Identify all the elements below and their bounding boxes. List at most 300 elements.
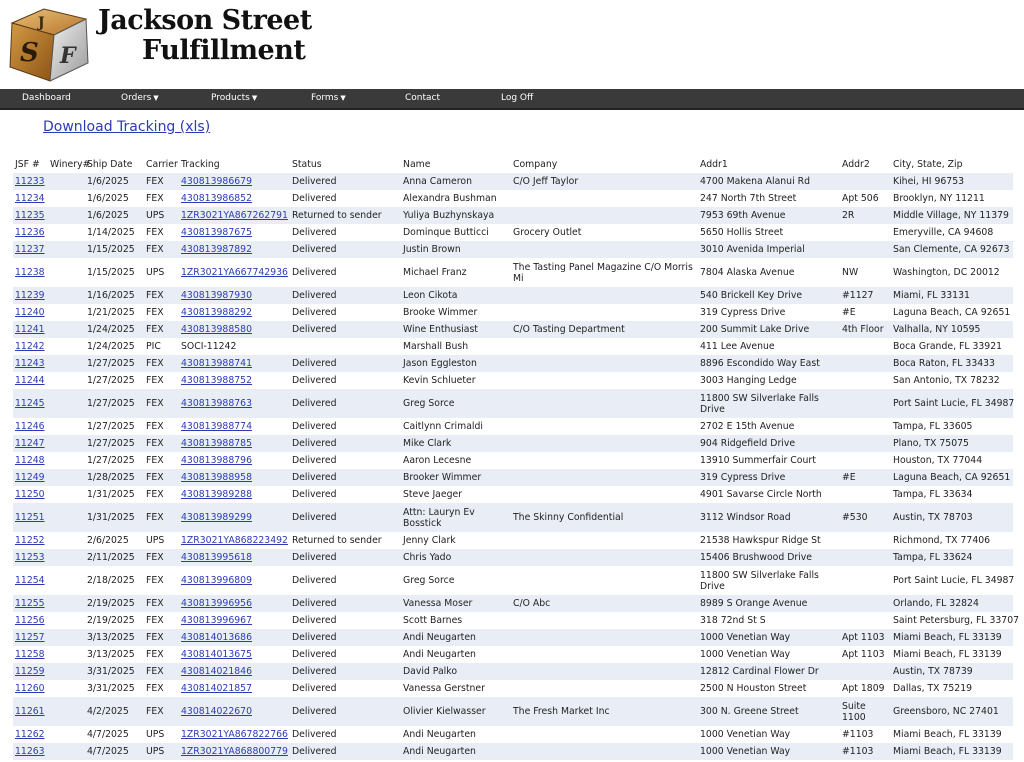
cell-company	[511, 469, 698, 486]
tracking-link[interactable]: 430814021857	[181, 683, 252, 694]
table-row	[13, 646, 1013, 663]
cell-company	[511, 287, 698, 304]
cell-carrier: FEX	[144, 435, 179, 452]
cell-city-state-zip: Boca Raton, FL 33433	[891, 355, 1013, 372]
cell-city-state-zip: Laguna Beach, CA 92651	[891, 304, 1013, 321]
cell-company	[511, 452, 698, 469]
table-row	[13, 173, 1013, 190]
cell-tracking-number	[179, 241, 290, 258]
cell-addr1: 5650 Hollis Street	[698, 224, 840, 241]
cell-company: Grocery Outlet	[511, 224, 698, 241]
order-link[interactable]: 11236	[15, 227, 45, 238]
cell-tracking-number	[179, 389, 290, 418]
cell-jsf-number	[13, 680, 48, 697]
col-company[interactable]: Company	[513, 159, 558, 170]
col-addr2[interactable]: Addr2	[842, 159, 870, 170]
cell-addr1: 11800 SW Silverlake Falls Drive	[698, 566, 840, 595]
cell-jsf-number	[13, 452, 48, 469]
order-link[interactable]: 11247	[15, 438, 45, 449]
cell-carrier: FEX	[144, 287, 179, 304]
order-link[interactable]: 11250	[15, 489, 45, 500]
table-row	[13, 680, 1013, 697]
nav-products[interactable]: Products ▼	[211, 93, 258, 103]
cell-jsf-number	[13, 321, 48, 338]
tracking-link[interactable]: 430814021846	[181, 666, 252, 677]
cell-addr1: 11800 SW Silverlake Falls Drive	[698, 389, 840, 418]
cell-addr2: Apt 506	[840, 190, 891, 207]
cell-status: Delivered	[290, 355, 401, 372]
caret-down-icon: ▼	[251, 94, 258, 102]
cell-tracking-number	[179, 355, 290, 372]
cell-city-state-zip: Tampa, FL 33634	[891, 486, 1013, 503]
tracking-link[interactable]: 430813988763	[181, 398, 252, 409]
tracking-link[interactable]: 430813988741	[181, 358, 252, 369]
cell-carrier: FEX	[144, 241, 179, 258]
cell-city-state-zip: Middle Village, NY 11379	[891, 207, 1013, 224]
cell-addr1: 2702 E 15th Avenue	[698, 418, 840, 435]
cell-jsf-number	[13, 258, 48, 287]
cell-ship-date: 4/7/2025	[85, 743, 144, 760]
cell-recipient-name: Mike Clark	[401, 435, 511, 452]
tracking-link[interactable]: 430813986679	[181, 176, 252, 187]
cell-company	[511, 743, 698, 760]
tracking-link[interactable]: 430813986852	[181, 193, 252, 204]
cell-city-state-zip: Miami Beach, FL 33139	[891, 726, 1013, 743]
cell-status: Delivered	[290, 418, 401, 435]
cell-ship-date: 1/15/2025	[85, 241, 144, 258]
cell-status: Returned to sender	[290, 207, 401, 224]
cell-winery-number	[48, 503, 85, 532]
brand-line-2: Fulfillment	[142, 35, 306, 66]
cell-city-state-zip: Brooklyn, NY 11211	[891, 190, 1013, 207]
order-link[interactable]: 11253	[15, 552, 45, 563]
cell-carrier: FEX	[144, 469, 179, 486]
cell-jsf-number	[13, 549, 48, 566]
tracking-link[interactable]: 430813989299	[181, 512, 252, 523]
cell-recipient-name: Andi Neugarten	[401, 743, 511, 760]
col-tracking[interactable]: Tracking	[181, 159, 220, 170]
table-row	[13, 355, 1013, 372]
cell-addr2: #E	[840, 469, 891, 486]
cell-city-state-zip: Dallas, TX 75219	[891, 680, 1013, 697]
tracking-link[interactable]: 430813988580	[181, 324, 252, 335]
cell-addr1: 8989 S Orange Avenue	[698, 595, 840, 612]
cell-city-state-zip: Miami, FL 33131	[891, 287, 1013, 304]
cell-tracking-number	[179, 743, 290, 760]
cell-winery-number	[48, 372, 85, 389]
table-row	[13, 503, 1013, 532]
cell-recipient-name: Alexandra Bushman	[401, 190, 511, 207]
cell-addr2: Apt 1809	[840, 680, 891, 697]
cell-addr1: 3003 Hanging Ledge	[698, 372, 840, 389]
cell-tracking-number	[179, 663, 290, 680]
cell-winery-number	[48, 566, 85, 595]
cell-winery-number	[48, 173, 85, 190]
cell-company: The Skinny Confidential	[511, 503, 698, 532]
cell-company	[511, 207, 698, 224]
cell-tracking-number	[179, 503, 290, 532]
cell-addr1: 13910 Summerfair Court	[698, 452, 840, 469]
tracking-link[interactable]: 430813988774	[181, 421, 252, 432]
table-row	[13, 287, 1013, 304]
caret-down-icon: ▼	[153, 94, 159, 102]
order-link[interactable]: 11240	[15, 307, 45, 318]
table-row	[13, 207, 1013, 224]
cell-ship-date: 1/31/2025	[85, 486, 144, 503]
cell-jsf-number	[13, 418, 48, 435]
cell-addr2	[840, 435, 891, 452]
cell-winery-number	[48, 207, 85, 224]
order-link[interactable]: 11259	[15, 666, 45, 677]
tracking-link[interactable]: 1ZR3021YA867822766	[181, 729, 288, 740]
cell-company	[511, 549, 698, 566]
cell-status: Delivered	[290, 549, 401, 566]
cell-jsf-number	[13, 532, 48, 549]
order-link[interactable]: 11244	[15, 375, 45, 386]
cell-winery-number	[48, 452, 85, 469]
order-link[interactable]: 11248	[15, 455, 45, 466]
cell-addr1: 1000 Venetian Way	[698, 743, 840, 760]
cell-city-state-zip: Kihei, HI 96753	[891, 173, 1013, 190]
tracking-link[interactable]: 430813996956	[181, 598, 252, 609]
tracking-link[interactable]: 430813995618	[181, 552, 252, 563]
tracking-link[interactable]: 430814022670	[181, 706, 252, 717]
cell-tracking-number	[179, 372, 290, 389]
table-row	[13, 258, 1013, 287]
tracking-link[interactable]: 430813988752	[181, 375, 252, 386]
cell-ship-date: 3/31/2025	[85, 663, 144, 680]
cell-city-state-zip: Greensboro, NC 27401	[891, 697, 1013, 726]
cell-winery-number	[48, 612, 85, 629]
order-link[interactable]: 11260	[15, 683, 45, 694]
cell-ship-date: 2/19/2025	[85, 595, 144, 612]
cell-addr2	[840, 549, 891, 566]
cell-addr1: 2500 N Houston Street	[698, 680, 840, 697]
order-link[interactable]: 11235	[15, 210, 45, 221]
cell-addr2: #1103	[840, 726, 891, 743]
cell-carrier: FEX	[144, 697, 179, 726]
table-row	[13, 418, 1013, 435]
cell-recipient-name: Caitlynn Crimaldi	[401, 418, 511, 435]
cell-company: The Tasting Panel Magazine C/O Morris Mi	[511, 258, 698, 287]
cell-company	[511, 646, 698, 663]
cell-addr2: #1127	[840, 287, 891, 304]
order-link[interactable]: 11252	[15, 535, 45, 546]
cell-carrier: FEX	[144, 372, 179, 389]
order-link[interactable]: 11256	[15, 615, 45, 626]
cell-addr2	[840, 389, 891, 418]
cell-city-state-zip: Austin, TX 78739	[891, 663, 1013, 680]
cell-city-state-zip: San Clemente, CA 92673	[891, 241, 1013, 258]
cell-winery-number	[48, 680, 85, 697]
cell-addr2: Suite 1100	[840, 697, 891, 726]
col-city-state-zip[interactable]: City, State, Zip	[893, 159, 963, 170]
cell-ship-date: 1/21/2025	[85, 304, 144, 321]
order-link[interactable]: 11251	[15, 512, 45, 523]
brand-name	[98, 6, 312, 66]
cell-status: Delivered	[290, 469, 401, 486]
cell-status: Delivered	[290, 173, 401, 190]
cell-status: Delivered	[290, 566, 401, 595]
cell-carrier: UPS	[144, 743, 179, 760]
cell-status	[290, 338, 401, 355]
cell-addr1: 318 72nd St S	[698, 612, 840, 629]
cell-recipient-name: Steve Jaeger	[401, 486, 511, 503]
cell-addr2	[840, 663, 891, 680]
cell-winery-number	[48, 338, 85, 355]
cell-city-state-zip: Miami Beach, FL 33139	[891, 629, 1013, 646]
table-body	[13, 173, 1020, 760]
cell-recipient-name: Greg Sorce	[401, 566, 511, 595]
cell-tracking-number	[179, 190, 290, 207]
cell-recipient-name: Brooke Wimmer	[401, 304, 511, 321]
cell-jsf-number	[13, 595, 48, 612]
cell-company	[511, 418, 698, 435]
cell-company	[511, 241, 698, 258]
order-link[interactable]: 11245	[15, 398, 45, 409]
cell-company	[511, 532, 698, 549]
tracking-link[interactable]: 1ZR3021YA868223492	[181, 535, 288, 546]
order-link[interactable]: 11237	[15, 244, 45, 255]
cell-ship-date: 1/27/2025	[85, 418, 144, 435]
order-link[interactable]: 11238	[15, 267, 45, 278]
cell-company	[511, 338, 698, 355]
cell-recipient-name: Brooker Wimmer	[401, 469, 511, 486]
nav-dashboard[interactable]: Dashboard	[22, 93, 71, 103]
cell-addr2	[840, 372, 891, 389]
tracking-link[interactable]: 430813988785	[181, 438, 252, 449]
cell-jsf-number	[13, 646, 48, 663]
cell-addr1: 411 Lee Avenue	[698, 338, 840, 355]
cell-addr1: 12812 Cardinal Flower Dr	[698, 663, 840, 680]
caret-down-icon: ▼	[340, 94, 346, 102]
col-jsf[interactable]: JSF #	[15, 159, 40, 170]
cell-status: Delivered	[290, 258, 401, 287]
col-name[interactable]: Name	[403, 159, 431, 170]
cell-status: Delivered	[290, 372, 401, 389]
cell-company	[511, 566, 698, 595]
cell-addr1: 319 Cypress Drive	[698, 469, 840, 486]
cell-tracking-number	[179, 726, 290, 743]
order-link[interactable]: 11263	[15, 746, 45, 757]
cell-addr2: 4th Floor	[840, 321, 891, 338]
cell-company	[511, 372, 698, 389]
table-row	[13, 566, 1013, 595]
cell-recipient-name: Kevin Schlueter	[401, 372, 511, 389]
cell-status: Delivered	[290, 629, 401, 646]
order-link[interactable]: 11255	[15, 598, 45, 609]
order-link[interactable]: 11241	[15, 324, 45, 335]
cell-addr2	[840, 355, 891, 372]
cell-addr2: Apt 1103	[840, 646, 891, 663]
main-nav	[0, 89, 1024, 110]
cell-carrier: FEX	[144, 486, 179, 503]
cell-carrier: UPS	[144, 258, 179, 287]
cell-carrier: FEX	[144, 173, 179, 190]
tracking-link[interactable]: 1ZR3021YA868800779	[181, 746, 288, 757]
cell-jsf-number	[13, 697, 48, 726]
cell-status: Delivered	[290, 743, 401, 760]
cell-ship-date: 1/6/2025	[85, 207, 144, 224]
cell-winery-number	[48, 486, 85, 503]
cell-carrier: FEX	[144, 418, 179, 435]
table-row	[13, 595, 1013, 612]
cell-jsf-number	[13, 190, 48, 207]
cell-company: The Fresh Market Inc	[511, 697, 698, 726]
cell-tracking-number	[179, 469, 290, 486]
table-header-row	[13, 156, 1013, 173]
cell-ship-date: 1/24/2025	[85, 338, 144, 355]
cell-ship-date: 2/6/2025	[85, 532, 144, 549]
cell-city-state-zip: Valhalla, NY 10595	[891, 321, 1013, 338]
cell-status: Delivered	[290, 663, 401, 680]
cell-jsf-number	[13, 287, 48, 304]
tracking-link[interactable]: 430813988796	[181, 455, 252, 466]
tracking-link[interactable]: 1ZR3021YA667742936	[181, 267, 288, 278]
nav-forms[interactable]: Forms ▼	[311, 93, 346, 103]
order-link[interactable]: 11243	[15, 358, 45, 369]
col-carrier[interactable]: Carrier	[146, 159, 178, 170]
cell-addr2	[840, 566, 891, 595]
cell-tracking-number	[179, 612, 290, 629]
cell-tracking-number	[179, 629, 290, 646]
cell-addr2	[840, 595, 891, 612]
cell-addr1: 1000 Venetian Way	[698, 726, 840, 743]
cell-winery-number	[48, 595, 85, 612]
cell-recipient-name: Justin Brown	[401, 241, 511, 258]
cell-recipient-name: Yuliya Buzhynskaya	[401, 207, 511, 224]
order-link[interactable]: 11242	[15, 341, 45, 352]
cell-status: Delivered	[290, 389, 401, 418]
cell-recipient-name: Leon Cikota	[401, 287, 511, 304]
cell-ship-date: 1/27/2025	[85, 355, 144, 372]
cell-company	[511, 629, 698, 646]
cell-winery-number	[48, 190, 85, 207]
cell-company	[511, 435, 698, 452]
cell-city-state-zip: Tampa, FL 33624	[891, 549, 1013, 566]
cell-status: Delivered	[290, 612, 401, 629]
shipments-table	[13, 156, 1020, 760]
cell-winery-number	[48, 743, 85, 760]
col-winery[interactable]: Winery#	[50, 159, 91, 170]
cell-jsf-number	[13, 355, 48, 372]
cell-carrier: FEX	[144, 355, 179, 372]
nav-log-off[interactable]: Log Off	[501, 93, 534, 103]
cell-addr1: 1000 Venetian Way	[698, 629, 840, 646]
order-link[interactable]: 11257	[15, 632, 45, 643]
col-status[interactable]: Status	[292, 159, 322, 170]
cell-status: Returned to sender	[290, 532, 401, 549]
cell-jsf-number	[13, 629, 48, 646]
cell-tracking-number	[179, 595, 290, 612]
cell-ship-date: 1/15/2025	[85, 258, 144, 287]
cell-winery-number	[48, 389, 85, 418]
tracking-link[interactable]: 430813988958	[181, 472, 252, 483]
cell-ship-date: 2/18/2025	[85, 566, 144, 595]
cell-jsf-number	[13, 663, 48, 680]
table-row	[13, 532, 1013, 549]
order-link[interactable]: 11234	[15, 193, 45, 204]
cell-carrier: FEX	[144, 612, 179, 629]
cell-addr1: 904 Ridgefield Drive	[698, 435, 840, 452]
cell-ship-date: 1/16/2025	[85, 287, 144, 304]
cell-winery-number	[48, 224, 85, 241]
tracking-link[interactable]: 430813987892	[181, 244, 252, 255]
tracking-link[interactable]: 1ZR3021YA867262791	[181, 210, 288, 221]
cell-addr2	[840, 418, 891, 435]
cell-city-state-zip: Plano, TX 75075	[891, 435, 1013, 452]
tracking-link[interactable]: 430813989288	[181, 489, 252, 500]
cell-company	[511, 389, 698, 418]
order-link[interactable]: 11254	[15, 575, 45, 586]
cell-carrier: PIC	[144, 338, 179, 355]
cell-ship-date: 4/7/2025	[85, 726, 144, 743]
tracking-link[interactable]: 430814013675	[181, 649, 252, 660]
order-link[interactable]: 11239	[15, 290, 45, 301]
order-link[interactable]: 11246	[15, 421, 45, 432]
nav-contact[interactable]: Contact	[405, 93, 441, 103]
cell-city-state-zip: Port Saint Lucie, FL 34987	[891, 566, 1013, 595]
cell-city-state-zip: Richmond, TX 77406	[891, 532, 1013, 549]
col-ship-date[interactable]: Ship Date	[87, 159, 133, 170]
cell-status: Delivered	[290, 452, 401, 469]
cell-addr2	[840, 452, 891, 469]
tracking-link[interactable]: 430813996967	[181, 615, 252, 626]
order-link[interactable]: 11262	[15, 729, 45, 740]
table-row	[13, 372, 1013, 389]
order-link[interactable]: 11261	[15, 706, 45, 717]
cell-recipient-name: Scott Barnes	[401, 612, 511, 629]
cell-winery-number	[48, 469, 85, 486]
cell-company	[511, 190, 698, 207]
cell-jsf-number	[13, 304, 48, 321]
cell-status: Delivered	[290, 503, 401, 532]
tracking-link[interactable]: 430813996809	[181, 575, 252, 586]
nav-orders[interactable]: Orders ▼	[121, 93, 159, 103]
cell-city-state-zip: Orlando, FL 32824	[891, 595, 1013, 612]
cell-ship-date: 1/27/2025	[85, 452, 144, 469]
tracking-link[interactable]: 430813987675	[181, 227, 252, 238]
tracking-link[interactable]: 430813987930	[181, 290, 252, 301]
order-link[interactable]: 11258	[15, 649, 45, 660]
cell-addr2	[840, 173, 891, 190]
cell-ship-date: 4/2/2025	[85, 697, 144, 726]
cell-status: Delivered	[290, 697, 401, 726]
table-row	[13, 743, 1013, 760]
tracking-link[interactable]: 430813988292	[181, 307, 252, 318]
cell-ship-date: 1/6/2025	[85, 190, 144, 207]
cell-addr1: 7804 Alaska Avenue	[698, 258, 840, 287]
order-link[interactable]: 11249	[15, 472, 45, 483]
tracking-link[interactable]: 430814013686	[181, 632, 252, 643]
cell-addr1: 1000 Venetian Way	[698, 646, 840, 663]
cell-addr2: #E	[840, 304, 891, 321]
download-tracking-link[interactable]: Download Tracking (xls)	[43, 119, 211, 135]
cell-company	[511, 680, 698, 697]
cell-status: Delivered	[290, 304, 401, 321]
site-header	[0, 0, 1024, 89]
cell-status: Delivered	[290, 726, 401, 743]
cell-winery-number	[48, 321, 85, 338]
table-row	[13, 241, 1013, 258]
order-link[interactable]: 11233	[15, 176, 45, 187]
col-addr1[interactable]: Addr1	[700, 159, 728, 170]
cell-winery-number	[48, 532, 85, 549]
table-row	[13, 338, 1013, 355]
cell-status: Delivered	[290, 595, 401, 612]
table-row	[13, 629, 1013, 646]
cell-ship-date: 1/24/2025	[85, 321, 144, 338]
